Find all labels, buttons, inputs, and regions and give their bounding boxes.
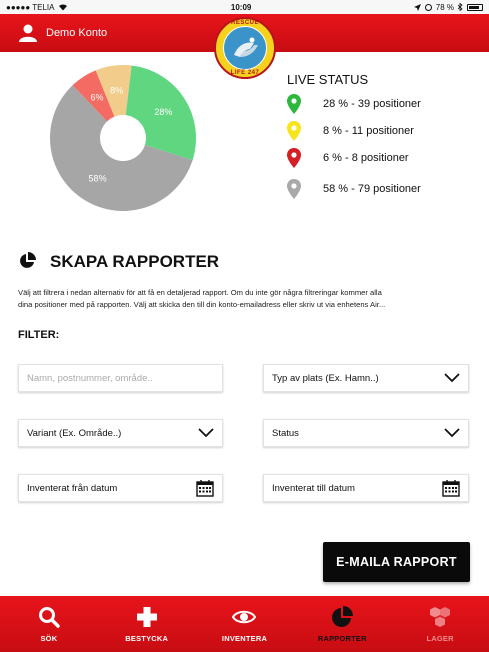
location-icon [414,4,421,11]
legend-item [287,179,421,199]
bottom-nav [0,596,489,652]
legend-text: 6 % - 8 positioner [323,152,409,164]
logo-text-top: RESCUE [230,20,259,26]
hands-icon [224,27,267,70]
nav-label: INVENTERA [221,634,268,643]
date-from-field[interactable] [18,474,223,502]
alarm-icon [425,4,432,11]
legend-item [287,148,409,168]
user-icon[interactable] [18,23,38,43]
bluetooth-icon [458,3,463,11]
pie-slice-label: 58% [88,173,107,184]
date-to-field[interactable] [263,474,469,502]
date-to-label: Inventerat till datum [272,482,355,494]
legend-item [287,94,421,114]
description-line: Välj att filtrera i nedan alternativ för att få en detaljerad rapport. Om du inte gör några filtreringar kommer alla [18,288,382,297]
variant-label: Variant (Ex. Område..) [27,427,122,439]
nav-item-equip[interactable] [98,596,196,652]
logo-emblem [223,26,267,70]
description-line: dina positioner med på rapporten. Välj att skicka den till din konto-emailadress eller skriv ut via enhetens Air... [18,300,386,309]
nav-label: SÖK [40,634,58,643]
wifi-icon [58,3,68,11]
battery-icon [467,4,483,11]
map-pin-icon [287,148,301,168]
legend-text: 8 % - 11 positioner [323,125,414,137]
map-pin-icon [287,94,301,114]
section-title: SKAPA RAPPORTER [50,252,220,271]
logo-text-bottom: LIFE 247 [230,70,260,76]
pie-slice-label: 8% [110,85,124,96]
eye-icon [232,605,256,629]
map-pin-icon [287,179,301,199]
nav-item-inventory[interactable] [196,596,294,652]
search-field[interactable] [18,364,223,392]
account-name[interactable]: Demo Konto [46,27,108,39]
chevron-down-icon [444,428,460,438]
status-label: Status [272,427,299,439]
carrier-label: ●●●●● TELIA [6,2,55,12]
chevron-down-icon [444,373,460,383]
nav-label: BESTYCKA [125,634,169,643]
map-pin-icon [287,121,301,141]
status-select[interactable] [263,419,469,447]
report-description [18,287,473,311]
search-input[interactable] [27,373,214,384]
status-bar [0,0,489,14]
clock: 10:09 [230,2,252,12]
rescue-life-logo [214,17,276,79]
nav-item-reports[interactable] [293,596,391,652]
pie-slice-label: 28% [154,106,173,117]
boxes-icon [428,605,452,629]
pie-chart-icon [18,252,36,270]
legend-text: 28 % - 39 positioner [323,98,421,110]
calendar-icon[interactable] [442,479,460,497]
live-status-title: LIVE STATUS [287,72,369,87]
email-report-button[interactable]: E-MAILA RAPPORT [323,542,470,582]
nav-item-stock[interactable] [391,596,489,652]
chevron-down-icon [198,428,214,438]
search-icon [37,605,61,629]
legend-text: 58 % - 79 positioner [323,183,421,195]
pie-slice-label: 6% [90,92,104,103]
nav-item-search[interactable] [0,596,98,652]
pie-chart-icon [330,605,354,629]
filter-label: FILTER: [18,329,60,341]
plus-icon [135,605,159,629]
calendar-icon[interactable] [196,479,214,497]
legend-item [287,121,414,141]
variant-select[interactable] [18,419,223,447]
nav-label: RAPPORTER [317,634,367,643]
place-type-label: Typ av plats (Ex. Hamn..) [272,372,379,384]
date-from-label: Inventerat från datum [27,482,118,494]
status-pie-chart [25,40,220,235]
place-type-select[interactable] [263,364,469,392]
nav-label: LAGER [426,634,454,643]
battery-percent: 78 % [435,2,454,12]
